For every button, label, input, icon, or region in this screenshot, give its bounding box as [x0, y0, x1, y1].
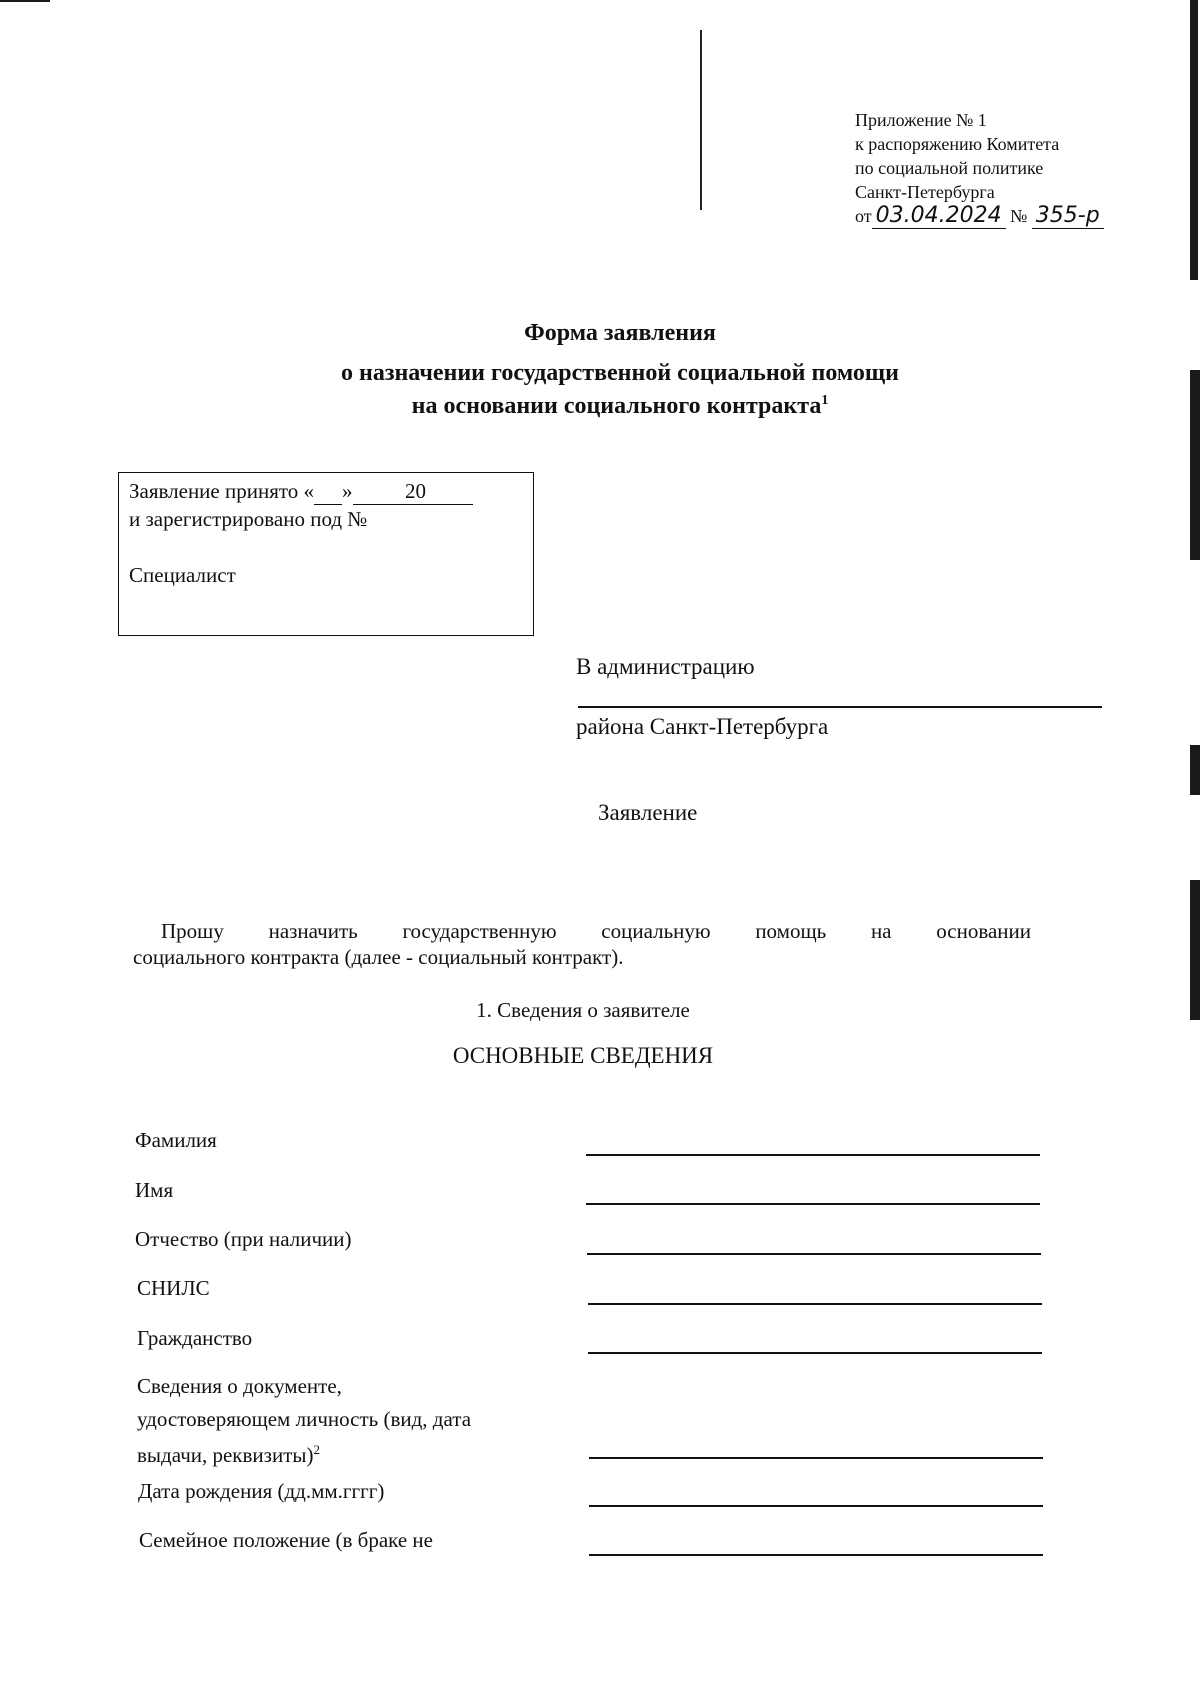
application-heading: Заявление	[598, 800, 698, 825]
accepted-mid: »	[342, 479, 353, 503]
accepted-prefix: Заявление принято «	[129, 479, 315, 503]
scan-edge-mark	[1190, 0, 1198, 280]
fold-line	[700, 30, 702, 210]
field-label-id-document	[137, 1373, 471, 1468]
handwritten-date: 03.04.2024	[872, 203, 1006, 229]
id-document-label-l2: удостоверяющем личность (вид, дата	[137, 1407, 472, 1431]
field-line-patronymic[interactable]	[587, 1253, 1041, 1255]
footnote-ref-2: 2	[313, 1442, 320, 1457]
request-paragraph	[133, 918, 1031, 970]
district-blank	[578, 706, 1102, 708]
appendix-line-4: Санкт-Петербурга	[855, 182, 995, 202]
appendix-line-3: по социальной политике	[855, 158, 1044, 178]
addressee-line-1: В администрацию	[576, 654, 755, 679]
scan-edge-mark	[1190, 880, 1200, 1020]
registration-box	[118, 472, 534, 636]
year-blank	[431, 479, 473, 505]
id-document-label-l3: выдачи, реквизиты)	[137, 1443, 314, 1467]
field-line-snils[interactable]	[588, 1303, 1042, 1305]
field-label-snils: СНИЛС	[137, 1276, 210, 1300]
accepted-row	[129, 479, 473, 505]
day-blank	[314, 479, 342, 505]
footnote-ref-1: 1	[821, 393, 829, 408]
field-line-citizenship[interactable]	[588, 1352, 1042, 1354]
appendix-date-row	[855, 204, 1104, 228]
number-prefix: №	[1010, 206, 1028, 226]
form-title-line-1: Форма заявления	[524, 320, 716, 346]
handwritten-number: 355-р	[1032, 203, 1104, 229]
field-label-patronymic: Отчество (при наличии)	[135, 1227, 352, 1251]
field-label-birthdate: Дата рождения (дд.мм.гггг)	[138, 1479, 385, 1503]
addressee-line-2: района Санкт-Петербурга	[576, 714, 829, 739]
field-line-surname[interactable]	[586, 1154, 1040, 1156]
field-line-birthdate[interactable]	[589, 1505, 1043, 1507]
year-prefix: 20	[401, 479, 431, 505]
registered-label: и зарегистрировано под №	[129, 507, 368, 531]
field-label-surname: Фамилия	[135, 1128, 217, 1152]
id-document-label-l1: Сведения о документе,	[137, 1374, 342, 1398]
section-1-subtitle: ОСНОВНЫЕ СВЕДЕНИЯ	[452, 1043, 714, 1068]
field-label-marital-status: Семейное положение (в браке не	[139, 1528, 433, 1552]
field-label-citizenship: Гражданство	[137, 1326, 253, 1350]
specialist-label: Специалист	[129, 563, 236, 587]
request-text-line-1: Прошу назначить государственную социальную помощь на основании	[161, 919, 1031, 943]
form-title-line-2: о назначении государственной социальной помощи	[341, 360, 899, 386]
field-line-marital-status[interactable]	[589, 1554, 1043, 1556]
field-label-name: Имя	[135, 1178, 174, 1202]
scan-edge-mark	[1190, 745, 1200, 795]
scan-edge-mark	[0, 0, 50, 2]
date-prefix: от	[855, 206, 872, 226]
appendix-block	[855, 108, 1104, 228]
appendix-line-2: к распоряжению Комитета	[855, 134, 1060, 154]
id-document-label-l3-row	[137, 1437, 471, 1468]
field-line-id-document[interactable]	[589, 1457, 1043, 1459]
month-blank	[353, 479, 401, 505]
form-title-line-3-text: на основании социального контракта	[411, 393, 822, 419]
field-line-name[interactable]	[586, 1203, 1040, 1205]
appendix-line-1: Приложение № 1	[855, 110, 987, 130]
form-title-line-3	[0, 393, 1200, 420]
section-1-title: 1. Сведения о заявителе	[476, 998, 690, 1022]
request-text-line-2: социального контракта (далее - социальный контракт).	[133, 945, 624, 969]
